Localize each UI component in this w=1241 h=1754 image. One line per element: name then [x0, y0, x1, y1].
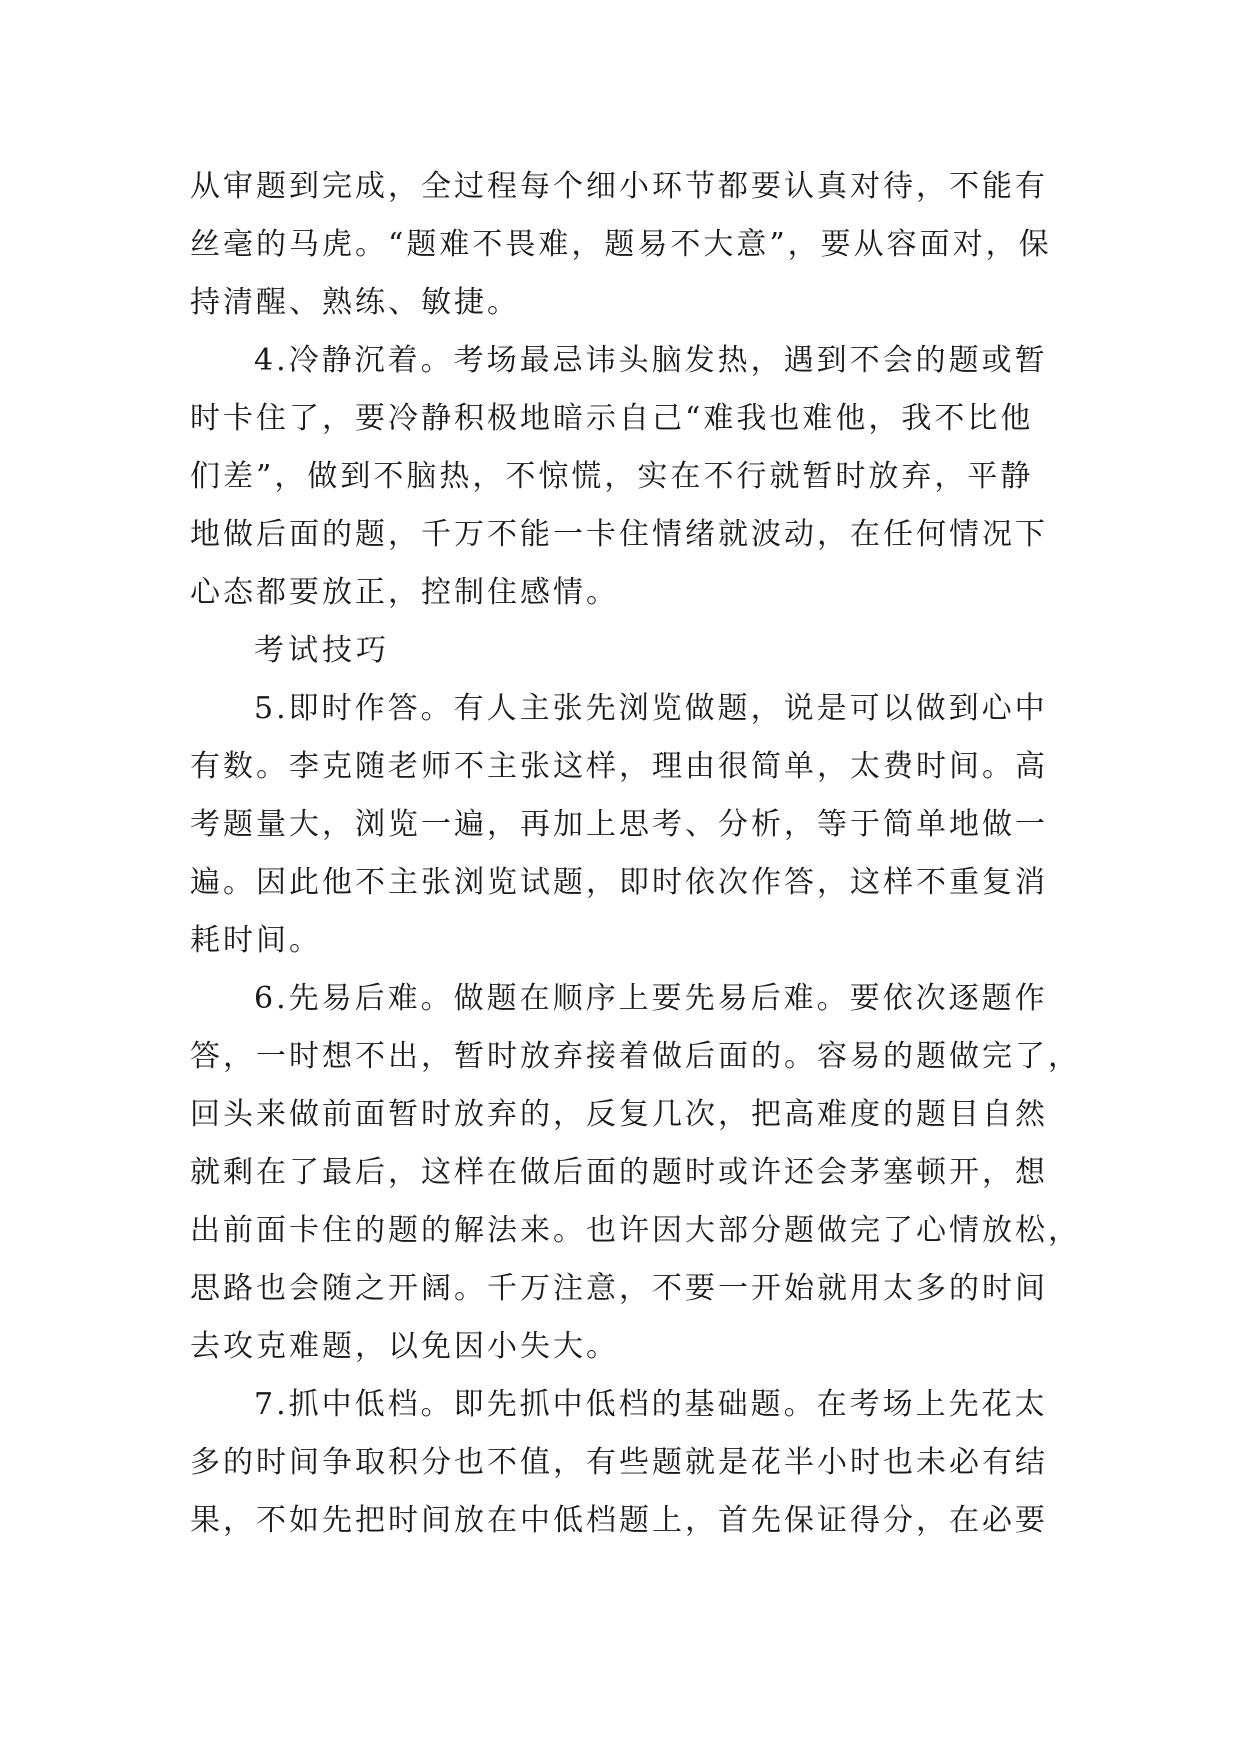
paragraph-line: 心态都要放正，控制住感情。 [190, 575, 619, 610]
paragraph-line: 丝毫的马虎。“题难不畏难，题易不大意”，要从容面对，保 [190, 227, 1052, 262]
document-body [190, 158, 1081, 1550]
paragraph-line: 思路也会随之开阔。千万注意，不要一开始就用太多的时间 [190, 1271, 1048, 1306]
paragraph-4-first-line: 4.冷静沉着。考场最忌讳头脑发热，遇到不会的题或暂 [254, 343, 1048, 378]
paragraph-line: 有数。李克随老师不主张这样，理由很简单，太费时间。高 [190, 749, 1048, 784]
paragraph-line: 地做后面的题，千万不能一卡住情绪就波动，在任何情况下 [190, 517, 1048, 552]
paragraph-5-first-line: 5.即时作答。有人主张先浏览做题，说是可以做到心中 [254, 691, 1048, 726]
paragraph-line: 时卡住了，要冷静积极地暗示自己“难我也难他，我不比他 [190, 401, 1034, 436]
paragraph-line: 耗时间。 [190, 923, 322, 958]
paragraph-line: 持清醒、熟练、敏捷。 [190, 285, 520, 320]
paragraph-line: 就剩在了最后，这样在做后面的题时或许还会茅塞顿开，想 [190, 1155, 1048, 1190]
paragraph-line: 果，不如先把时间放在中低档题上，首先保证得分，在必要 [190, 1503, 1048, 1538]
paragraph-line: 遍。因此他不主张浏览试题，即时依次作答，这样不重复消 [190, 865, 1048, 900]
paragraph-7-first-line: 7.抓中低档。即先抓中低档的基础题。在考场上先花太 [254, 1387, 1048, 1422]
paragraph-line: 从审题到完成，全过程每个细小环节都要认真对待，不能有 [190, 169, 1048, 204]
paragraph-line: 答，一时想不出，暂时放弃接着做后面的。容易的题做完了， [190, 1039, 1081, 1074]
paragraph-6-first-line: 6.先易后难。做题在顺序上要先易后难。要依次逐题作 [254, 981, 1048, 1016]
paragraph-line: 去攻克难题，以免因小失大。 [190, 1329, 619, 1364]
paragraph-line: 考题量大，浏览一遍，再加上思考、分析，等于简单地做一 [190, 807, 1048, 842]
paragraph-line: 们差”，做到不脑热，不惊慌，实在不行就暂时放弃，平静 [190, 459, 1034, 494]
paragraph-line: 回头来做前面暂时放弃的，反复几次，把高难度的题目自然 [190, 1097, 1048, 1132]
paragraph-line: 多的时间争取积分也不值，有些题就是花半小时也未必有结 [190, 1445, 1048, 1480]
paragraph-line: 出前面卡住的题的解法来。也许因大部分题做完了心情放松， [190, 1213, 1081, 1248]
section-heading: 考试技巧 [254, 633, 390, 668]
